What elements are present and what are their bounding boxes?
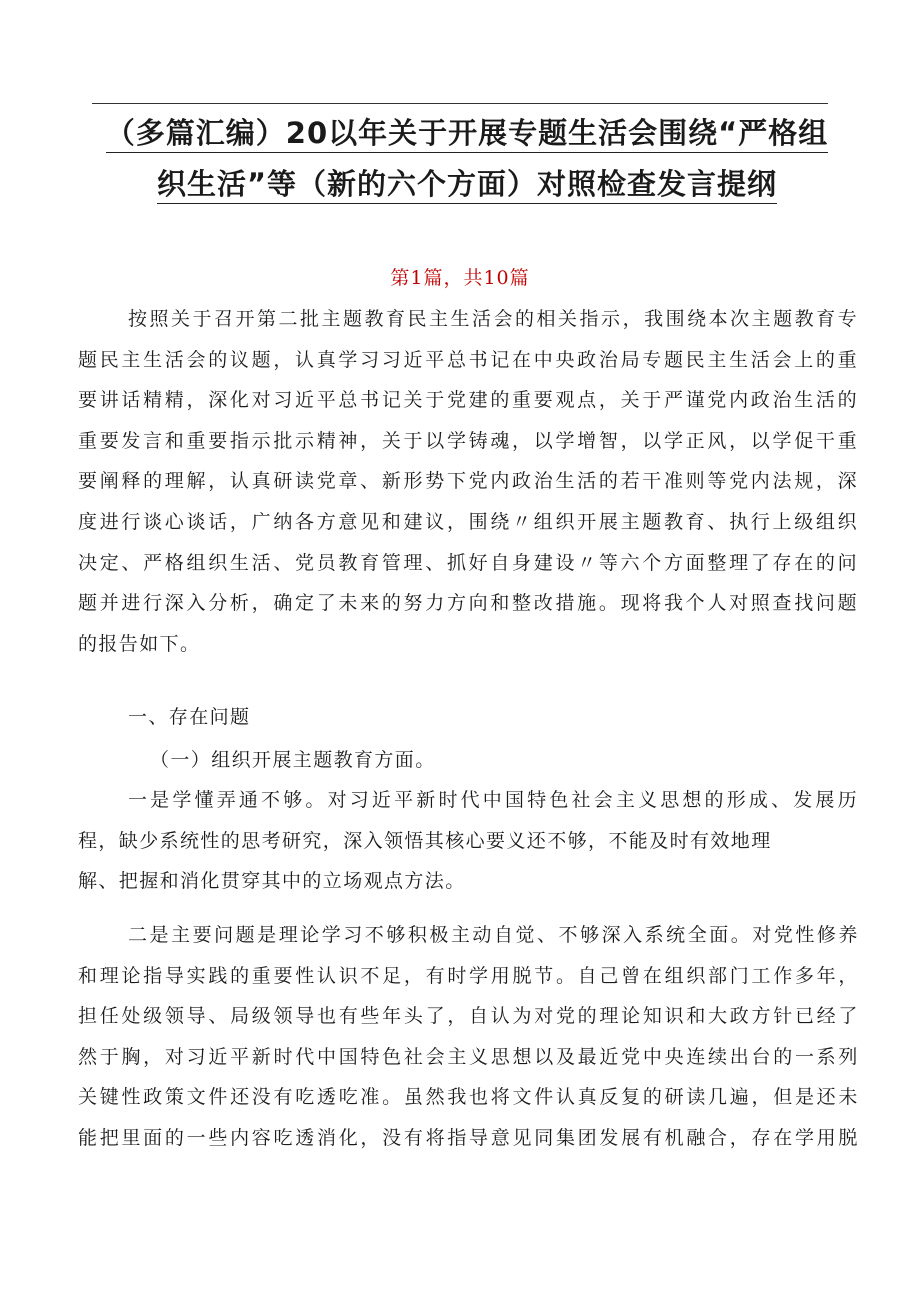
point-2-line: 二是主要问题是理论学习不够积极主动自觉、不够深入系统全面。对党性修养 [128, 924, 858, 946]
point-2-line: 关键性政策文件还没有吃透吃准。虽然我也将文件认真反复的研读几遍，但是还未 [78, 1086, 858, 1109]
point-2-line: 然于胸，对习近平新时代中国特色社会主义思想以及最近党中央连续出台的一系列 [78, 1045, 858, 1068]
part-indicator: 第1篇，共10篇 [390, 267, 530, 289]
top-rule [92, 103, 828, 104]
intro-paragraph [78, 299, 858, 664]
point-1-line: 解、把握和消化贯穿其中的立场观点方法。 [78, 870, 466, 893]
intro-line: 题并进行深入分析，确定了未来的努力方向和整改措施。现将我个人对照查找问题 [78, 592, 858, 615]
intro-line: 的报告如下。 [78, 632, 201, 655]
intro-line: 度进行谈心谈话，广纳各方意见和建议，围绕〃组织开展主题教育、执行上级组织 [78, 510, 858, 533]
intro-line: 要阐释的理解，认真研读党章、新形势下党内政治生活的若干准则等党内法规，深 [78, 470, 858, 493]
title-line-1: （多篇汇编）20以年关于开展专题生活会围绕“严格组 [72, 108, 862, 159]
point-1-line: 程，缺少系统性的思考研究，深入领悟其核心要义还不够，不能及时有效地理 [78, 829, 772, 852]
point-1-paragraph [78, 780, 858, 902]
title-line-2: 织生活”等（新的六个方面）对照检查发言提纲 [72, 159, 862, 210]
section-heading: 一、存在问题 [128, 706, 251, 728]
point-2-line: 能把里面的一些内容吃透消化，没有将指导意见同集团发展有机融合，存在学用脱 [78, 1126, 858, 1149]
point-2-paragraph [78, 915, 858, 1159]
point-2-line: 和理论指导实践的重要性认识不足，有时学用脱节。自己曾在组织部门工作多年， [78, 964, 858, 987]
intro-line: 要讲话精精，深化对习近平总书记关于党建的重要观点，关于严谨党内政治生活的 [78, 389, 858, 412]
point-1-line: 一是学懂弄通不够。对习近平新时代中国特色社会主义思想的形成、发展历 [128, 789, 858, 811]
subsection-heading: （一）组织开展主题教育方面。 [150, 749, 436, 771]
intro-line: 按照关于召开第二批主题教育民主生活会的相关指示，我围绕本次主题教育专 [128, 308, 858, 330]
intro-line: 重要发言和重要指示批示精神，关于以学铸魂，以学增智，以学正风，以学促干重 [78, 429, 858, 452]
intro-line: 决定、严格组织生活、党员教育管理、抓好自身建设〃等六个方面整理了存在的问 [78, 551, 858, 574]
document-title [72, 108, 862, 210]
intro-line: 题民主生活会的议题，认真学习习近平总书记在中央政治局专题民主生活会上的重 [78, 348, 858, 371]
point-2-line: 担任处级领导、局级领导也有些年头了，自认为对党的理论知识和大政方针已经了 [78, 1005, 858, 1028]
